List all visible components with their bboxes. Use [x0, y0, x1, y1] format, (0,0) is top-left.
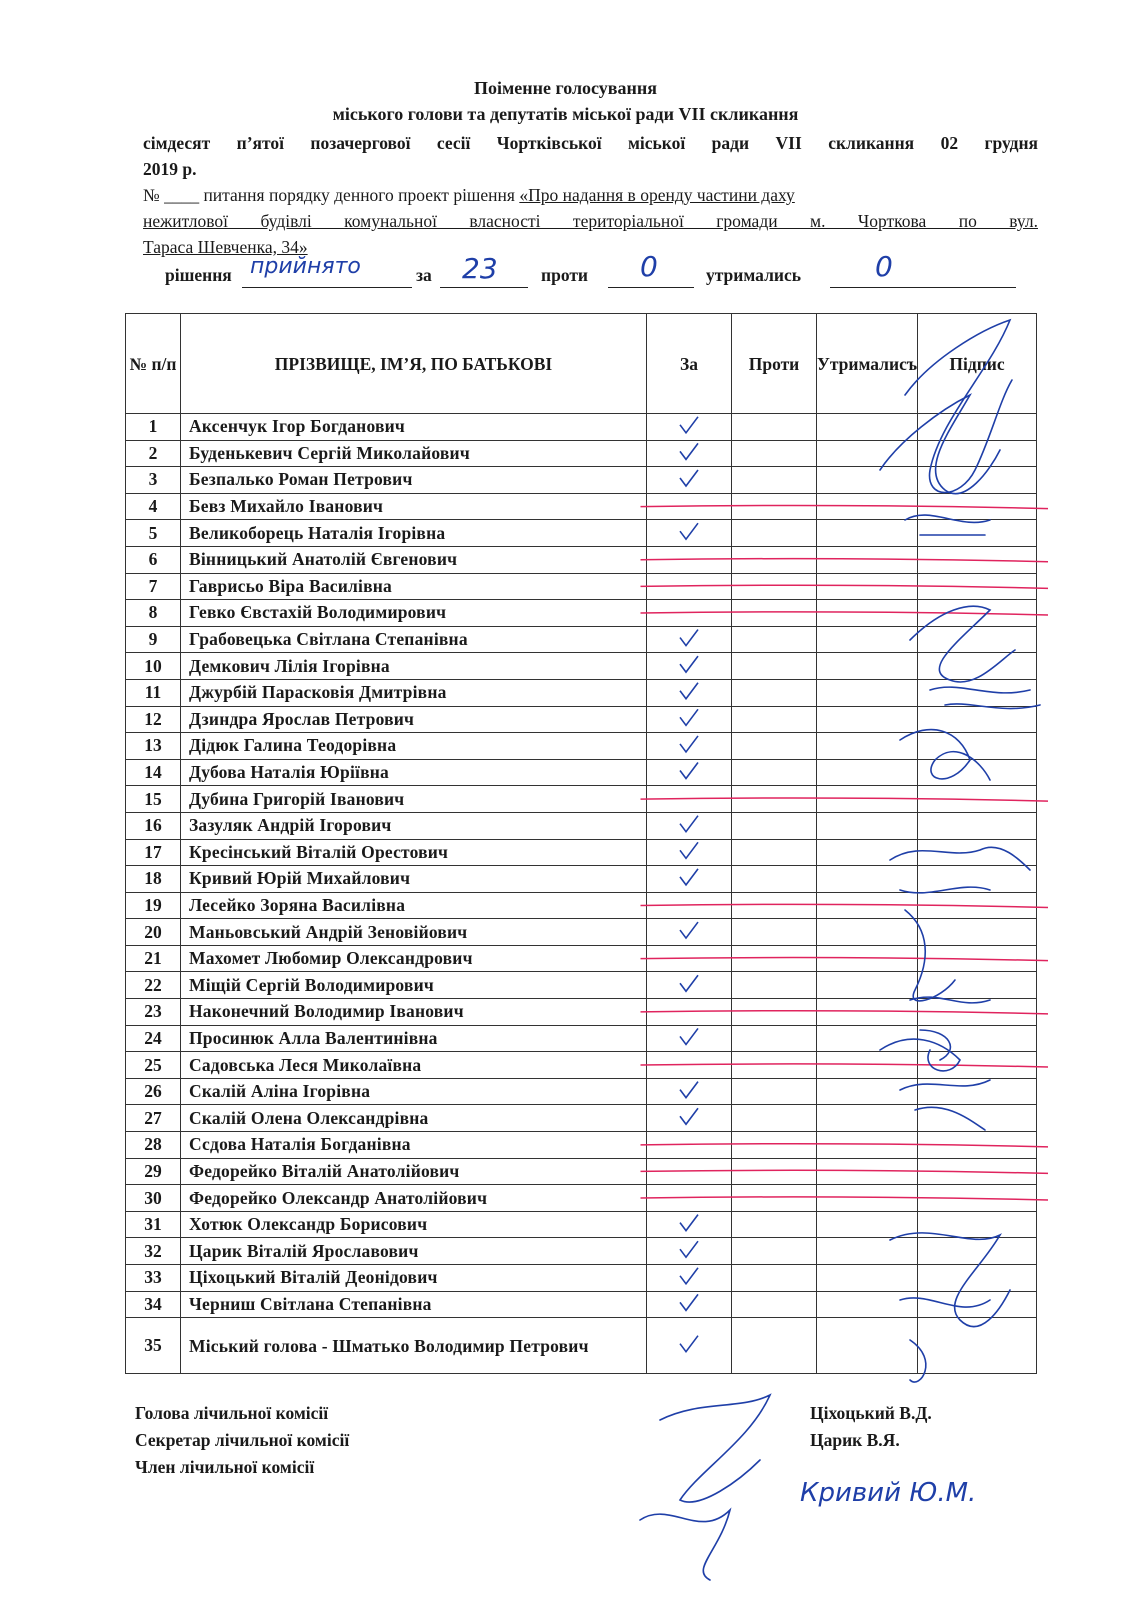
vote-against-cell	[732, 600, 817, 627]
vote-for-cell	[647, 1265, 732, 1292]
vote-against-cell	[732, 1158, 817, 1185]
decision-blank	[242, 286, 412, 288]
vote-for-cell	[647, 1185, 732, 1212]
row-name: Наконечний Володимир Іванович	[181, 999, 647, 1026]
signature-cell	[918, 945, 1037, 972]
vote-for-cell	[647, 1238, 732, 1265]
row-number: 5	[126, 520, 181, 547]
vote-against-cell	[732, 1185, 817, 1212]
vote-for-cell	[647, 440, 732, 467]
row-number: 13	[126, 733, 181, 760]
row-name: Дубина Григорій Іванович	[181, 786, 647, 813]
secretary-label: Секретар лічильної комісії	[135, 1430, 350, 1450]
row-number: 26	[126, 1078, 181, 1105]
vote-against-cell	[732, 1105, 817, 1132]
vote-against-cell	[732, 573, 817, 600]
table-body	[126, 414, 1037, 1374]
vote-against-cell	[732, 467, 817, 494]
against-value: 0	[640, 250, 658, 283]
member-label: Член лічильної комісії	[135, 1457, 315, 1477]
vote-against-cell	[732, 1132, 817, 1159]
vote-against-cell	[732, 1265, 817, 1292]
vote-against-cell	[732, 1025, 817, 1052]
row-name: Маньовський Андрій Зеновійович	[181, 919, 647, 946]
row-number: 27	[126, 1105, 181, 1132]
row-name: Гевко Євстахій Володимирович	[181, 600, 647, 627]
vote-for-cell	[647, 839, 732, 866]
col-for-header: За	[647, 314, 732, 414]
vote-abstain-cell	[817, 1265, 918, 1292]
signature-cell	[918, 1265, 1037, 1292]
row-number: 24	[126, 1025, 181, 1052]
against-label: проти	[541, 265, 589, 285]
vote-for-cell	[647, 945, 732, 972]
signature-cell	[918, 892, 1037, 919]
signature-cell	[918, 467, 1037, 494]
signature-cell	[918, 1105, 1037, 1132]
vote-for-cell	[647, 1132, 732, 1159]
row-name: Махомет Любомир Олександрович	[181, 945, 647, 972]
table-row	[126, 972, 1037, 999]
vote-abstain-cell	[817, 972, 918, 999]
row-name: Міський голова - Шматько Володимир Петрович	[181, 1318, 647, 1374]
vote-abstain-cell	[817, 866, 918, 893]
head-name: Ціхоцький В.Д.	[810, 1403, 932, 1423]
signature-cell	[918, 1132, 1037, 1159]
signature-cell	[918, 1078, 1037, 1105]
row-number: 18	[126, 866, 181, 893]
vote-abstain-cell	[817, 626, 918, 653]
row-number: 22	[126, 972, 181, 999]
signature-cell	[918, 999, 1037, 1026]
row-number: 11	[126, 679, 181, 706]
signature-cell	[918, 626, 1037, 653]
document-title: Поіменне голосування	[473, 78, 658, 98]
table-row	[126, 1132, 1037, 1159]
vote-against-cell	[732, 839, 817, 866]
row-number: 6	[126, 546, 181, 573]
row-number: 20	[126, 919, 181, 946]
row-number: 28	[126, 1132, 181, 1159]
row-number: 3	[126, 467, 181, 494]
row-name: Зазуляк Андрій Ігорович	[181, 812, 647, 839]
table-row	[126, 1211, 1037, 1238]
row-name: Черниш Світлана Степанівна	[181, 1291, 647, 1318]
signature-cell	[918, 1025, 1037, 1052]
vote-against-cell	[732, 1052, 817, 1079]
row-name: Гаврисьо Віра Василівна	[181, 573, 647, 600]
row-name: Скалій Аліна Ігорівна	[181, 1078, 647, 1105]
vote-against-cell	[732, 892, 817, 919]
table-row	[126, 945, 1037, 972]
row-name: Джурбій Парасковія Дмитрівна	[181, 679, 647, 706]
signature-cell	[918, 546, 1037, 573]
vote-abstain-cell	[817, 600, 918, 627]
vote-abstain-cell	[817, 786, 918, 813]
vote-for-cell	[647, 1158, 732, 1185]
row-number: 21	[126, 945, 181, 972]
table-row	[126, 1025, 1037, 1052]
row-number: 23	[126, 999, 181, 1026]
vote-for-cell	[647, 414, 732, 441]
table-row	[126, 1185, 1037, 1212]
row-name: Буденькевич Сергій Миколайович	[181, 440, 647, 467]
vote-abstain-cell	[817, 812, 918, 839]
vote-against-cell	[732, 1211, 817, 1238]
abstain-label: утримались	[706, 265, 802, 285]
signature-cell	[918, 786, 1037, 813]
table-row	[126, 1318, 1037, 1374]
row-name: Дубова Наталія Юріївна	[181, 759, 647, 786]
table-row	[126, 1078, 1037, 1105]
col-signature-header: Підпис	[918, 314, 1037, 414]
row-number: 29	[126, 1158, 181, 1185]
agenda-item-line1	[143, 182, 1038, 208]
col-abstain-header: Утрималисъ	[817, 314, 918, 414]
vote-abstain-cell	[817, 1132, 918, 1159]
signature-cell	[918, 573, 1037, 600]
table-row	[126, 786, 1037, 813]
row-number: 1	[126, 414, 181, 441]
row-number: 34	[126, 1291, 181, 1318]
vote-abstain-cell	[817, 945, 918, 972]
row-name: Вінницький Анатолій Євгенович	[181, 546, 647, 573]
vote-against-cell	[732, 626, 817, 653]
row-name: Аксенчук Ігор Богданович	[181, 414, 647, 441]
signature-cell	[918, 759, 1037, 786]
session-line: сімдесят п’ятої позачергової сесії Чортківської міської ради VII скликання 02 грудня	[143, 133, 1038, 153]
signature-cell	[918, 1158, 1037, 1185]
table-row	[126, 839, 1037, 866]
vote-abstain-cell	[817, 999, 918, 1026]
col-name-header: ПРІЗВИЩЕ, ІМ’Я, ПО БАТЬКОВІ	[181, 314, 647, 414]
row-number: 7	[126, 573, 181, 600]
row-number: 25	[126, 1052, 181, 1079]
vote-for-cell	[647, 600, 732, 627]
table-row	[126, 440, 1037, 467]
signature-cell	[918, 1291, 1037, 1318]
vote-for-cell	[647, 626, 732, 653]
signature-cell	[918, 600, 1037, 627]
vote-against-cell	[732, 866, 817, 893]
vote-abstain-cell	[817, 679, 918, 706]
table-row	[126, 1105, 1037, 1132]
row-name: Просинюк Алла Валентинівна	[181, 1025, 647, 1052]
decision-label: рішення	[165, 265, 232, 285]
vote-abstain-cell	[817, 1078, 918, 1105]
row-number: 35	[126, 1318, 181, 1374]
signature-mark	[640, 1510, 730, 1580]
row-name: Великоборець Наталія Ігорівна	[181, 520, 647, 547]
vote-abstain-cell	[817, 1052, 918, 1079]
vote-against-cell	[732, 999, 817, 1026]
vote-against-cell	[732, 919, 817, 946]
signature-cell	[918, 1185, 1037, 1212]
vote-abstain-cell	[817, 733, 918, 760]
table-row	[126, 493, 1037, 520]
for-label: за	[416, 265, 432, 285]
row-number: 17	[126, 839, 181, 866]
vote-abstain-cell	[817, 1185, 918, 1212]
vote-abstain-cell	[817, 440, 918, 467]
table-header-row	[126, 314, 1037, 414]
vote-against-cell	[732, 679, 817, 706]
agenda-item-title-part3: Тараса Шевченка, 34»	[143, 237, 308, 257]
row-name: Скалій Олена Олександрівна	[181, 1105, 647, 1132]
table-row	[126, 1291, 1037, 1318]
vote-against-cell	[732, 759, 817, 786]
row-name: Грабовецька Світлана Степанівна	[181, 626, 647, 653]
vote-for-cell	[647, 546, 732, 573]
table-row	[126, 706, 1037, 733]
table-row	[126, 414, 1037, 441]
signature-cell	[918, 493, 1037, 520]
vote-for-cell	[647, 1052, 732, 1079]
table-row	[126, 892, 1037, 919]
row-name: Кресінський Віталій Орестович	[181, 839, 647, 866]
vote-abstain-cell	[817, 573, 918, 600]
vote-for-cell	[647, 812, 732, 839]
vote-against-cell	[732, 945, 817, 972]
row-name: Хотюк Олександр Борисович	[181, 1211, 647, 1238]
abstain-blank	[830, 286, 1016, 288]
signature-cell	[918, 866, 1037, 893]
signature-cell	[918, 520, 1037, 547]
row-number: 19	[126, 892, 181, 919]
signature-mark	[660, 1395, 770, 1502]
agenda-item-title-part2: нежитлової будівлі комунальної власності територіальної громади м. Чорткова по вул.	[143, 211, 1038, 231]
vote-abstain-cell	[817, 1291, 918, 1318]
row-name: Безпалько Роман Петрович	[181, 467, 647, 494]
table-row	[126, 679, 1037, 706]
vote-against-cell	[732, 653, 817, 680]
col-number-header: № п/п	[126, 314, 181, 414]
vote-against-cell	[732, 493, 817, 520]
row-number: 15	[126, 786, 181, 813]
vote-against-cell	[732, 440, 817, 467]
table-row	[126, 1265, 1037, 1292]
signature-cell	[918, 414, 1037, 441]
vote-abstain-cell	[817, 493, 918, 520]
signature-cell	[918, 812, 1037, 839]
vote-for-cell	[647, 786, 732, 813]
vote-against-cell	[732, 706, 817, 733]
row-name: Дзиндра Ярослав Петрович	[181, 706, 647, 733]
signature-cell	[918, 1052, 1037, 1079]
row-name: Ціхоцький Віталій Деонідович	[181, 1265, 647, 1292]
vote-abstain-cell	[817, 759, 918, 786]
vote-against-cell	[732, 733, 817, 760]
row-name: Міщій Сергій Володимирович	[181, 972, 647, 999]
signature-cell	[918, 440, 1037, 467]
for-value: 23	[462, 252, 498, 285]
row-number: 10	[126, 653, 181, 680]
table-row	[126, 759, 1037, 786]
vote-abstain-cell	[817, 839, 918, 866]
vote-for-cell	[647, 467, 732, 494]
row-number: 30	[126, 1185, 181, 1212]
abstain-value: 0	[875, 250, 893, 283]
row-number: 4	[126, 493, 181, 520]
vote-for-cell	[647, 866, 732, 893]
table-row	[126, 626, 1037, 653]
vote-for-cell	[647, 706, 732, 733]
table-row	[126, 919, 1037, 946]
vote-against-cell	[732, 520, 817, 547]
vote-for-cell	[647, 1105, 732, 1132]
vote-for-cell	[647, 892, 732, 919]
vote-against-cell	[732, 1291, 817, 1318]
signature-cell	[918, 919, 1037, 946]
signature-cell	[918, 706, 1037, 733]
vote-for-cell	[647, 573, 732, 600]
vote-for-cell	[647, 1078, 732, 1105]
row-name: Кривий Юрій Михайлович	[181, 866, 647, 893]
row-number: 33	[126, 1265, 181, 1292]
vote-against-cell	[732, 1238, 817, 1265]
voting-table	[125, 313, 1037, 1374]
document-subtitle: міського голови та депутатів міської ради VII скликання	[332, 104, 799, 124]
vote-abstain-cell	[817, 892, 918, 919]
vote-for-cell	[647, 759, 732, 786]
vote-against-cell	[732, 786, 817, 813]
signature-cell	[918, 653, 1037, 680]
vote-abstain-cell	[817, 1025, 918, 1052]
table-row	[126, 1238, 1037, 1265]
vote-against-cell	[732, 1318, 817, 1374]
decision-value: прийнято	[250, 254, 361, 279]
row-name: Лесейко Зоряна Василівна	[181, 892, 647, 919]
table-row	[126, 812, 1037, 839]
vote-abstain-cell	[817, 653, 918, 680]
vote-abstain-cell	[817, 919, 918, 946]
vote-for-cell	[647, 919, 732, 946]
row-name: Садовська Леся Миколаївна	[181, 1052, 647, 1079]
vote-for-cell	[647, 972, 732, 999]
vote-for-cell	[647, 1318, 732, 1374]
table-row	[126, 520, 1037, 547]
table-row	[126, 546, 1037, 573]
vote-against-cell	[732, 812, 817, 839]
head-label: Голова лічильної комісії	[135, 1403, 329, 1423]
row-name: Федорейко Віталій Анатолійович	[181, 1158, 647, 1185]
table-row	[126, 653, 1037, 680]
vote-for-cell	[647, 1025, 732, 1052]
table-row	[126, 1052, 1037, 1079]
vote-abstain-cell	[817, 520, 918, 547]
vote-against-cell	[732, 1078, 817, 1105]
vote-for-cell	[647, 999, 732, 1026]
vote-abstain-cell	[817, 1211, 918, 1238]
vote-for-cell	[647, 1211, 732, 1238]
session-year: 2019 р.	[143, 159, 197, 179]
signature-cell	[918, 1318, 1037, 1374]
member-name: Кривий Ю.М.	[800, 1478, 977, 1508]
row-number: 14	[126, 759, 181, 786]
table-row	[126, 999, 1037, 1026]
vote-abstain-cell	[817, 546, 918, 573]
vote-against-cell	[732, 972, 817, 999]
row-number: 9	[126, 626, 181, 653]
table-row	[126, 733, 1037, 760]
row-name: Дідюк Галина Теодорівна	[181, 733, 647, 760]
agenda-item-prefix: № ____ питання порядку денного проект рішення	[143, 185, 515, 205]
row-number: 32	[126, 1238, 181, 1265]
signature-cell	[918, 972, 1037, 999]
vote-abstain-cell	[817, 1238, 918, 1265]
row-number: 31	[126, 1211, 181, 1238]
vote-abstain-cell	[817, 414, 918, 441]
table-row	[126, 467, 1037, 494]
signature-cell	[918, 1238, 1037, 1265]
row-number: 8	[126, 600, 181, 627]
vote-against-cell	[732, 546, 817, 573]
for-blank	[440, 286, 528, 288]
signature-cell	[918, 839, 1037, 866]
vote-abstain-cell	[817, 1105, 918, 1132]
vote-for-cell	[647, 1291, 732, 1318]
secretary-name: Царик В.Я.	[810, 1430, 900, 1450]
row-number: 2	[126, 440, 181, 467]
vote-for-cell	[647, 679, 732, 706]
vote-against-cell	[732, 414, 817, 441]
vote-abstain-cell	[817, 467, 918, 494]
row-number: 12	[126, 706, 181, 733]
table-row	[126, 866, 1037, 893]
signature-cell	[918, 1211, 1037, 1238]
row-name: Царик Віталій Ярославович	[181, 1238, 647, 1265]
signature-cell	[918, 733, 1037, 760]
vote-for-cell	[647, 733, 732, 760]
agenda-item-title-part1: «Про надання в оренду частини даху	[519, 185, 795, 205]
row-name: Ссдова Наталія Богданівна	[181, 1132, 647, 1159]
vote-for-cell	[647, 520, 732, 547]
vote-abstain-cell	[817, 1158, 918, 1185]
vote-abstain-cell	[817, 706, 918, 733]
row-name: Федорейко Олександр Анатолійович	[181, 1185, 647, 1212]
row-name: Бевз Михайло Іванович	[181, 493, 647, 520]
table-row	[126, 573, 1037, 600]
against-blank	[608, 286, 694, 288]
row-number: 16	[126, 812, 181, 839]
signature-cell	[918, 679, 1037, 706]
table-row	[126, 1158, 1037, 1185]
vote-abstain-cell	[817, 1318, 918, 1374]
table-row	[126, 600, 1037, 627]
vote-for-cell	[647, 653, 732, 680]
col-against-header: Проти	[732, 314, 817, 414]
row-name: Демкович Лілія Ігорівна	[181, 653, 647, 680]
vote-for-cell	[647, 493, 732, 520]
